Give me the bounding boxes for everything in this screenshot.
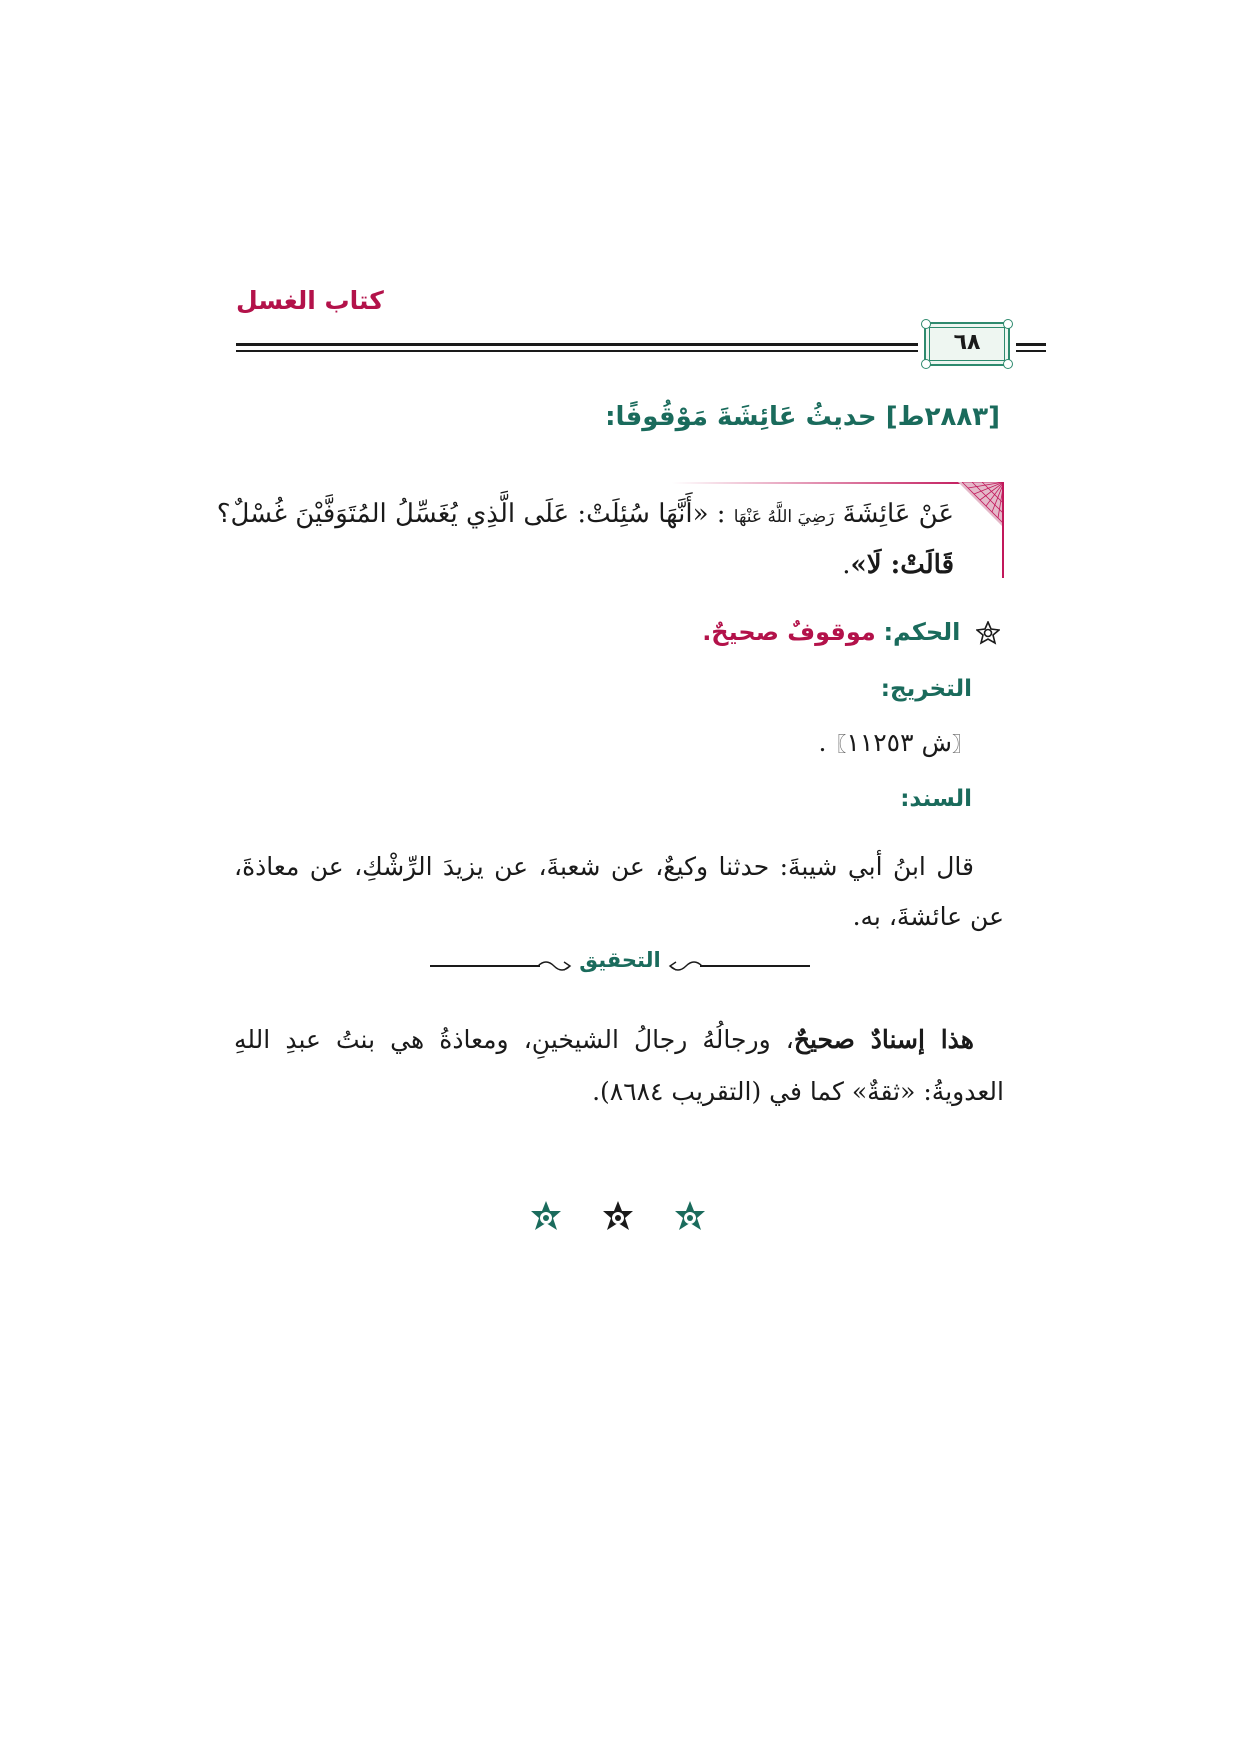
honorific-glyph: رَضِيَ اللَّهُ عَنْهَا: [733, 507, 835, 527]
end-ornaments: [528, 1200, 708, 1240]
hadith-heading: [605, 402, 1000, 432]
takhrij-reference: [818, 728, 972, 757]
page-header: [236, 286, 1006, 388]
header-rule-right-top: [1016, 343, 1046, 346]
frame-corner-icon: [1003, 319, 1013, 329]
end-ornament-icon: [528, 1200, 564, 1236]
hadith-title: حديثُ عَائِشَةَ مَوْقُوفًا:: [605, 402, 877, 432]
ruling-label: الحكم:: [883, 618, 961, 646]
sanad-label: السند:: [900, 786, 972, 812]
hadith-text-part2: : «أَنَّهَا سُئِلَتْ: عَلَى الَّذِي يُغَسِّلُ المُتَوَفَّيْنَ غُسْلٌ؟: [216, 499, 726, 529]
page-number: ٦٨: [953, 330, 981, 355]
header-rule-bottom: [236, 350, 918, 352]
header-rule-top: [236, 343, 918, 346]
takhrij-label: التخريج:: [880, 676, 972, 702]
hadith-answer: قَالَتْ: لَا»: [850, 550, 954, 580]
sanad-text: قال ابنُ أبي شيبةَ: حدثنا وكيعٌ، عن شعبةَ، عن يزيدَ الرِّشْكِ، عن معاذةَ، عن عائشةَ، به.: [234, 852, 1004, 931]
frame-corner-icon: [1003, 359, 1013, 369]
hadith-end-dot: .: [842, 550, 851, 580]
ruling-value: موقوفٌ صحيحٌ.: [702, 618, 876, 646]
hadith-id: [٢٨٨٣ط]: [885, 402, 1000, 432]
tahqiq-text: [234, 1014, 1004, 1118]
takhrij-end: .: [818, 728, 827, 757]
corner-ornament: [958, 482, 1004, 578]
page-number-frame: [924, 322, 1010, 366]
rosette-icon: [976, 621, 1000, 645]
header-rule-right-bottom: [1016, 350, 1046, 352]
end-ornament-icon: [600, 1200, 636, 1236]
hadith-text: [214, 490, 954, 589]
open-bracket: 〖: [952, 732, 972, 756]
hadith-top-line: [672, 482, 972, 484]
end-ornament-icon: [672, 1200, 708, 1236]
frame-corner-icon: [921, 319, 931, 329]
tahqiq-title: التحقيق: [579, 948, 661, 972]
hadith-text-part1: عَنْ عَائِشَةَ: [842, 499, 954, 529]
frame-corner-icon: [921, 359, 931, 369]
hadith-block: [216, 482, 1002, 586]
close-bracket: 〗: [826, 732, 847, 756]
tahqiq-body: ، ورجالُهُ رجالُ الشيخينِ، ومعاذةُ هي بنتُ عبدِ اللهِ العدويةُ: «ثقةٌ» كما في (التقريب ٨٦٨٤).: [234, 1025, 1004, 1106]
tahqiq-divider: [430, 948, 810, 980]
book-title: كتاب الغسل: [236, 286, 384, 315]
ruling: [702, 618, 1000, 646]
tahqiq-bold-phrase: هذا إسنادٌ صحيحٌ: [793, 1025, 974, 1054]
takhrij-source: ش ١١٢٥٣: [846, 728, 952, 757]
